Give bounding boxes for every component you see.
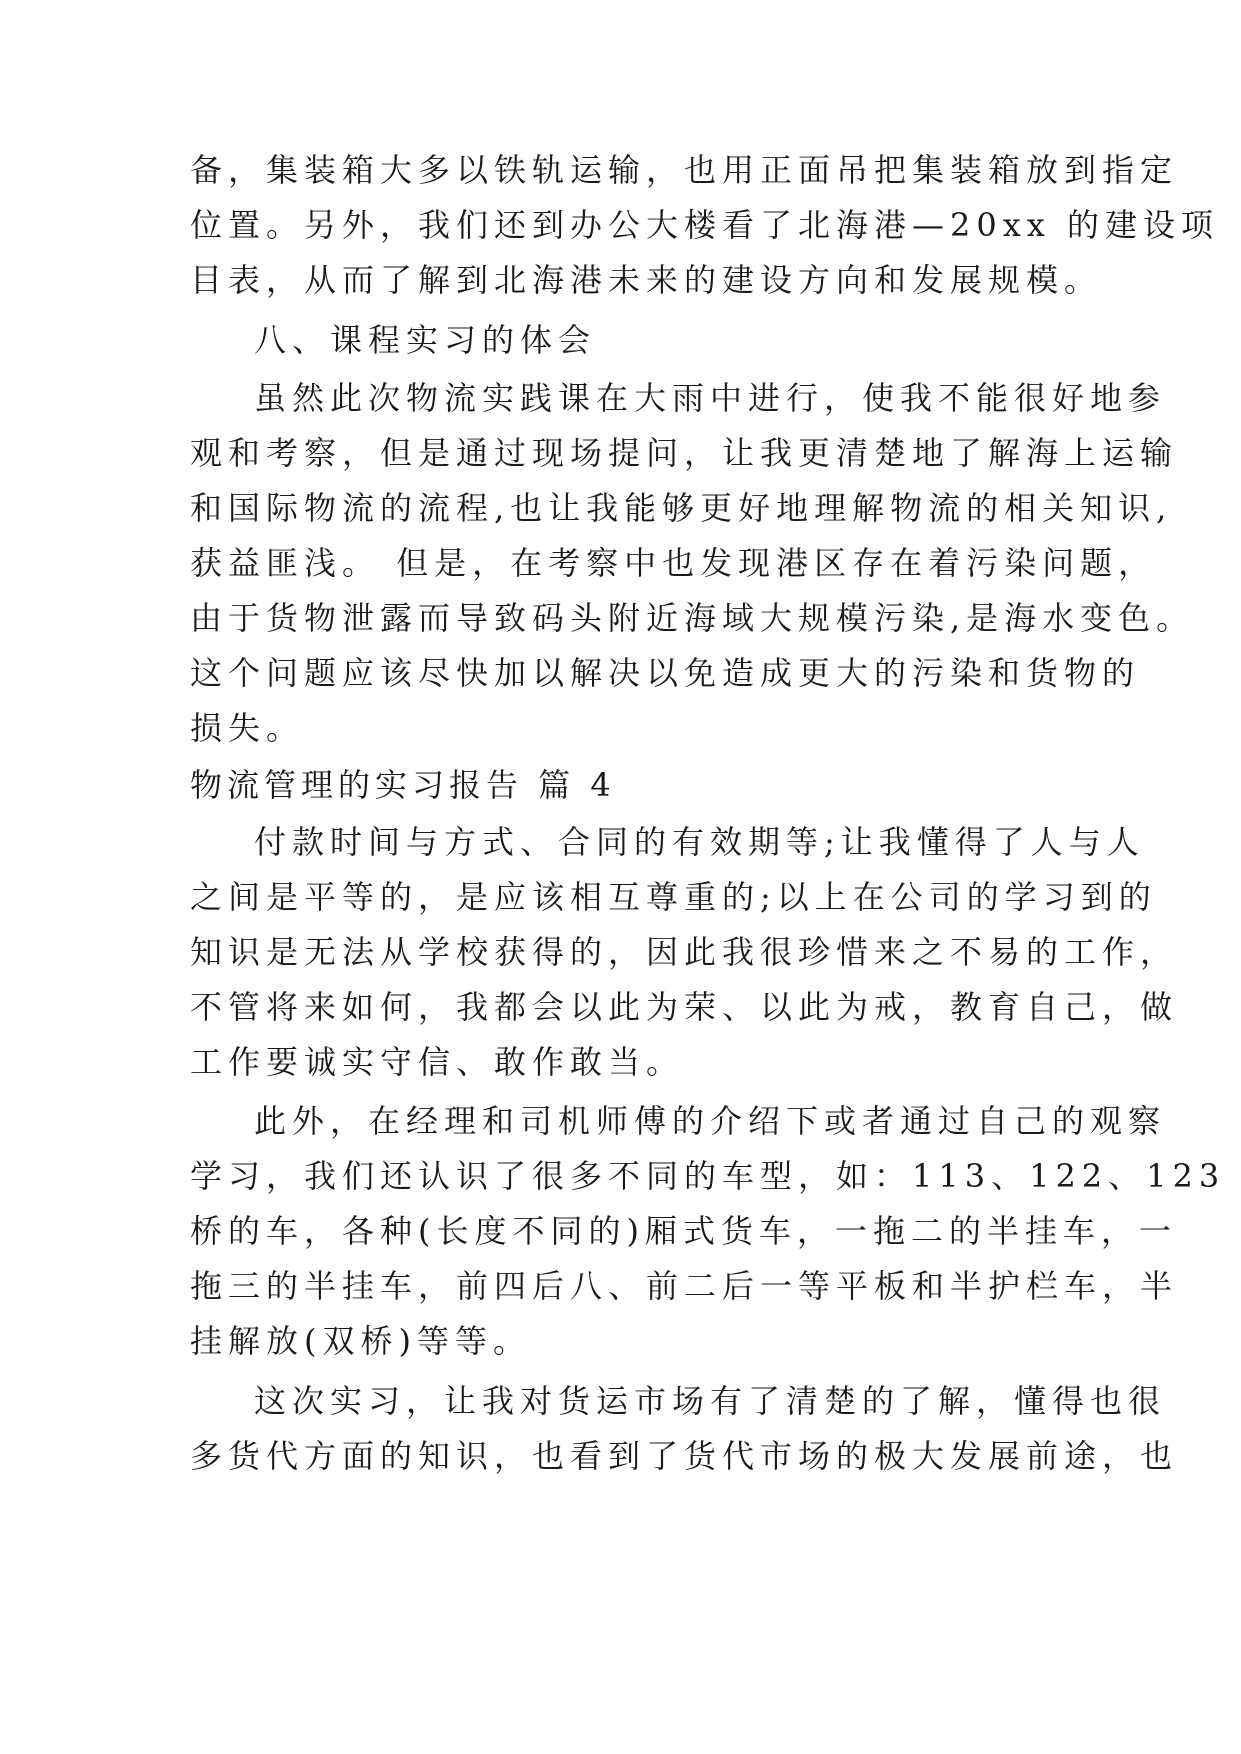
text-line: 目表，从而了解到北海港未来的建设方向和发展规模。 (190, 261, 1103, 299)
text-line: 虽然此次物流实践课在大雨中进行，使我不能很好地参 (254, 379, 1167, 417)
text-line: 由于货物泄露而导致码头附近海域大规模污染,是海水变色。 (190, 599, 1195, 637)
text-line: 这次实习，让我对货运市场有了清楚的了解，懂得也很 (254, 1382, 1167, 1420)
text-line: 挂解放(双桥)等等。 (190, 1322, 531, 1360)
text-line: 学习，我们还认识了很多不同的车型，如：113、122、123 (190, 1157, 1226, 1195)
text-line: 多货代方面的知识，也看到了货代市场的极大发展前途，也 (190, 1437, 1179, 1475)
text-line: 和国际物流的流程,也让我能够更好地理解物流的相关知识, (190, 489, 1173, 527)
text-line: 不管将来如何，我都会以此为荣、以此为戒，教育自己，做 (190, 988, 1179, 1026)
text-line: 知识是无法从学校获得的，因此我很珍惜来之不易的工作， (190, 933, 1179, 971)
text-line: 付款时间与方式、合同的有效期等;让我懂得了人与人 (254, 823, 1145, 861)
text-line: 拖三的半挂车，前四后八、前二后一等平板和半护栏车，半 (190, 1267, 1179, 1305)
text-line: 备，集装箱大多以铁轨运输，也用正面吊把集装箱放到指定 (190, 151, 1179, 189)
text-line: 损失。 (190, 709, 305, 747)
text-line: 这个问题应该尽快加以解决以免造成更大的污染和货物的 (190, 654, 1141, 692)
text-line: 此外，在经理和司机师傅的介绍下或者通过自己的观察 (254, 1102, 1167, 1140)
section-title: 物流管理的实习报告 篇 4 (190, 766, 616, 804)
text-line: 观和考察，但是通过现场提问，让我更清楚地了解海上运输 (190, 434, 1179, 472)
text-line: 工作要诚实守信、敢作敢当。 (190, 1043, 685, 1081)
text-line: 获益匪浅。 但是，在考察中也发现港区存在着污染问题， (190, 544, 1157, 582)
text-line: 桥的车，各种(长度不同的)厢式货车，一拖二的半挂车，一 (190, 1212, 1177, 1250)
section-heading: 八、课程实习的体会 (254, 321, 597, 359)
text-line: 位置。另外，我们还到办公大楼看了北海港—20xx 的建设项 (190, 206, 1219, 244)
text-line: 之间是平等的，是应该相互尊重的;以上在公司的学习到的 (190, 878, 1157, 916)
